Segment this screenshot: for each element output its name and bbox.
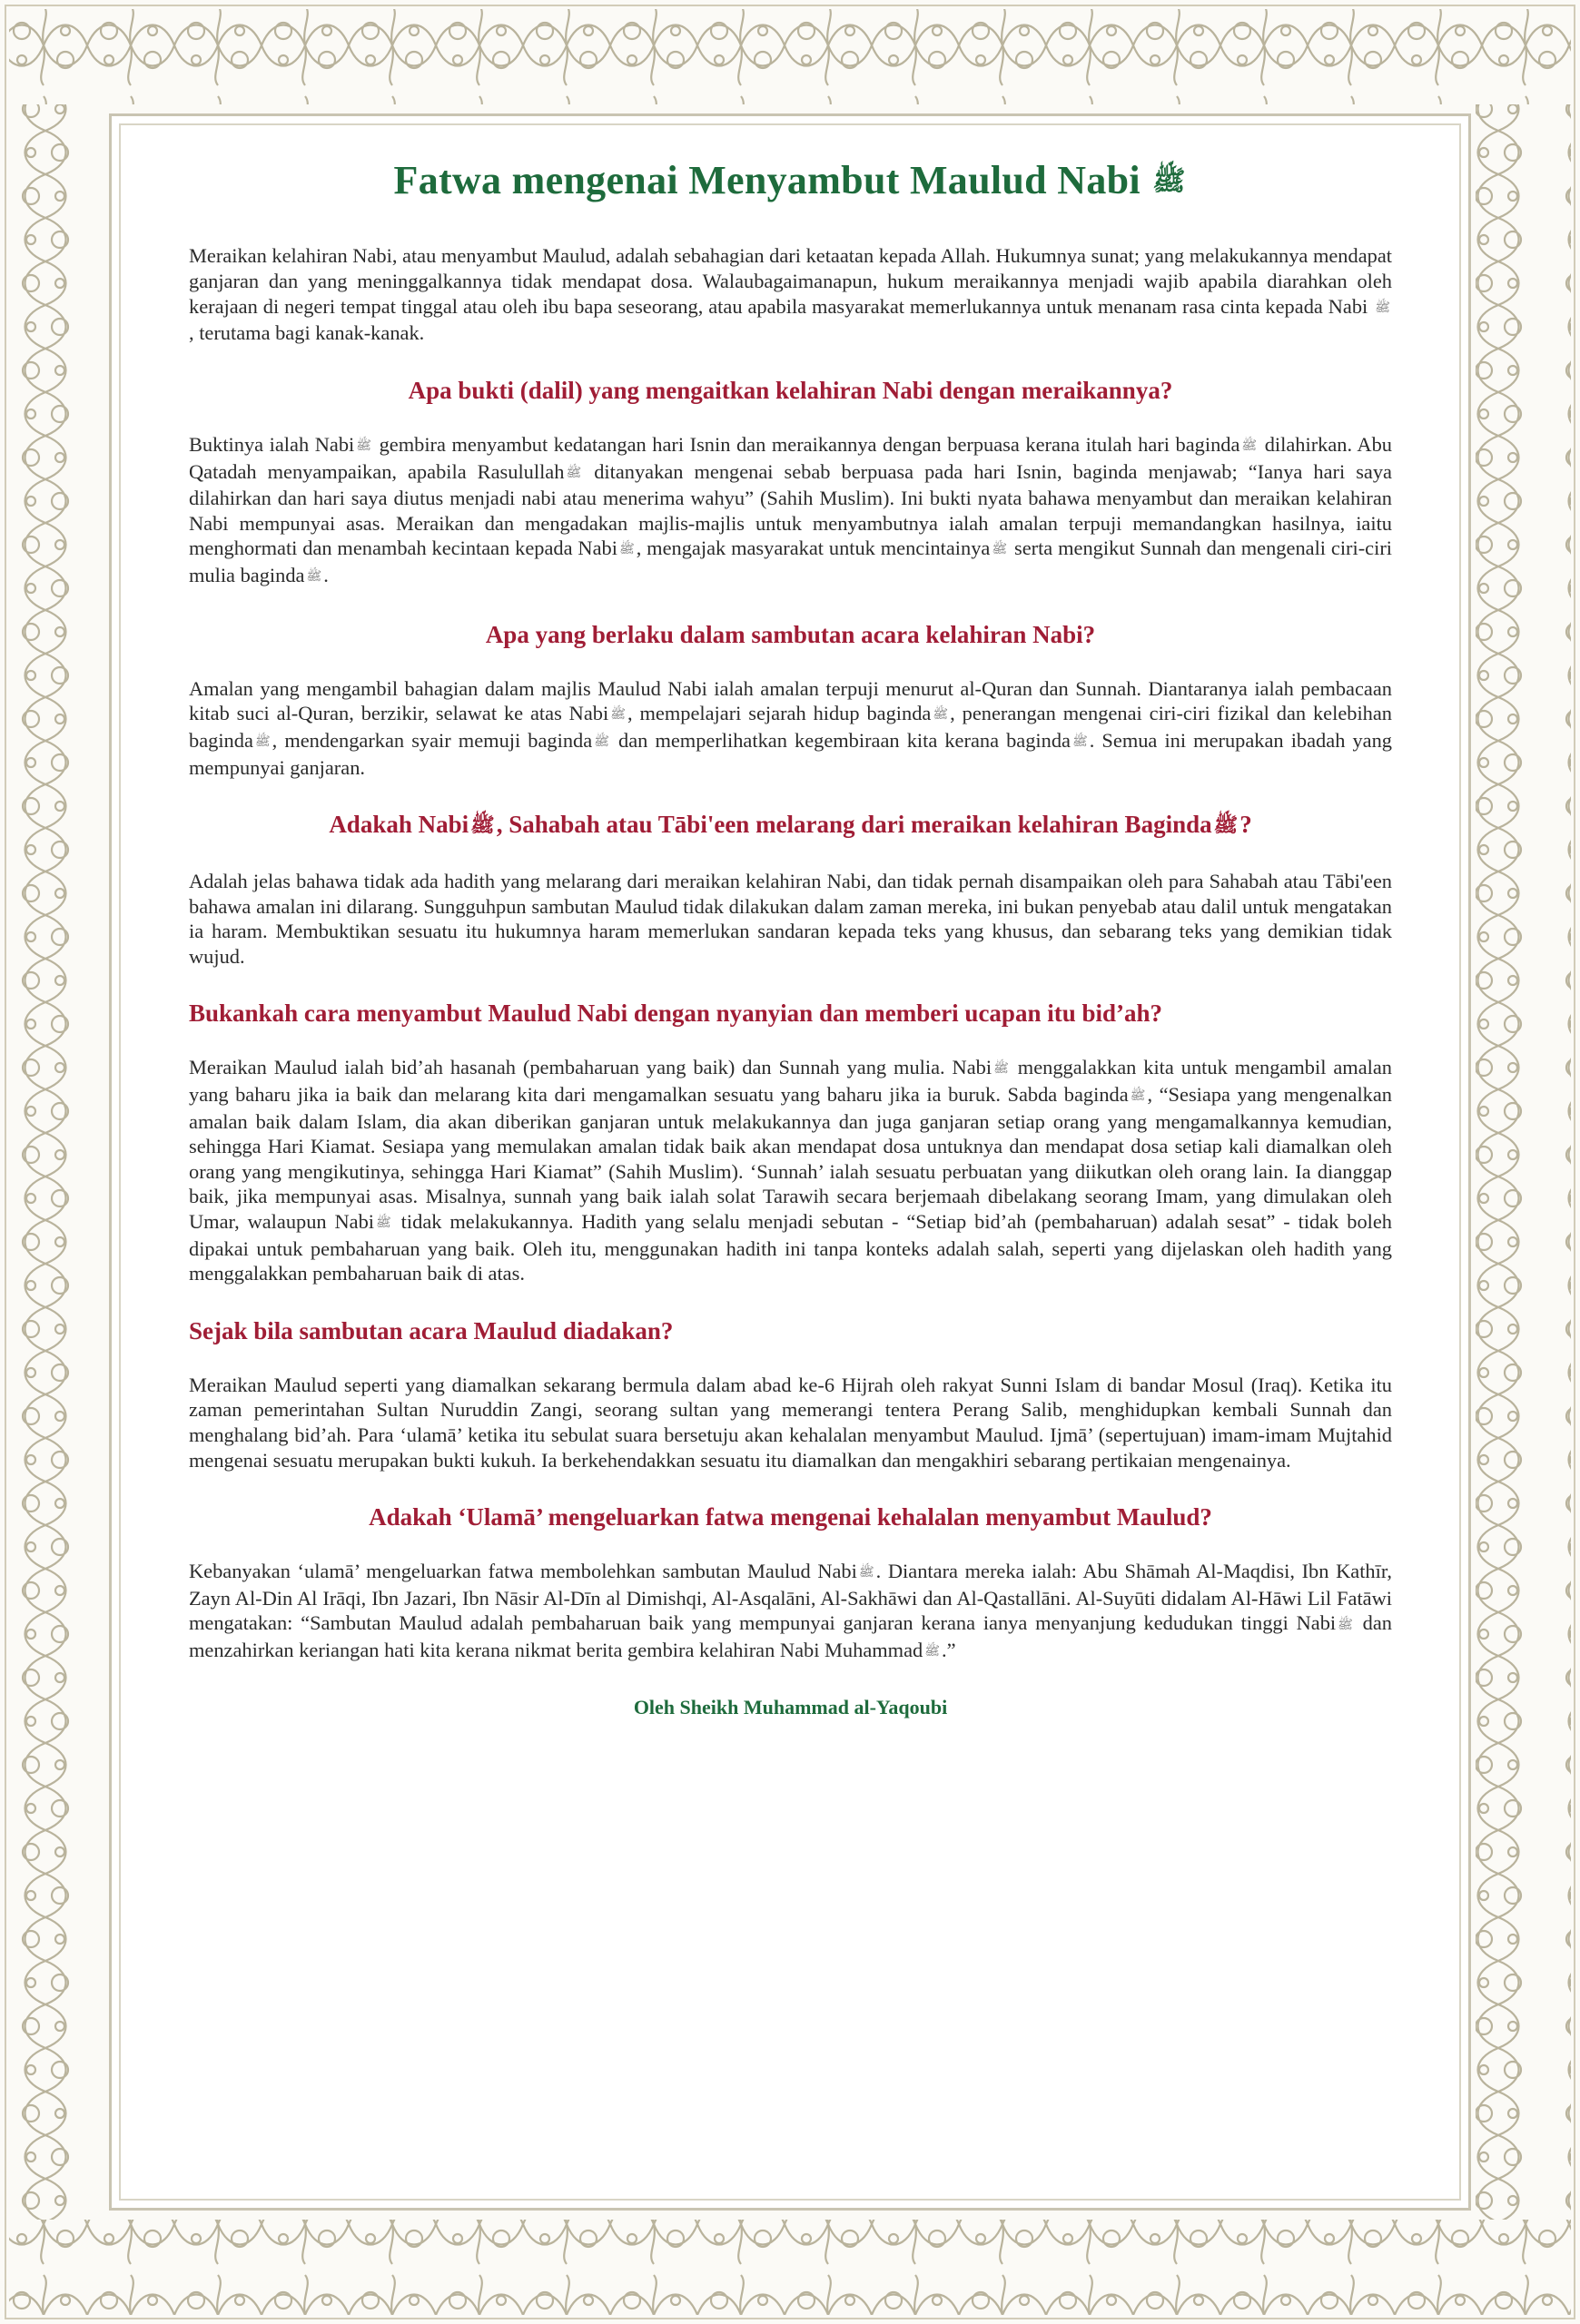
paragraph-text: dan memperlihatkan kegembiraan kita kerana baginda (610, 728, 1071, 752)
paragraph-text: , “Sesiapa yang mengenalkan amalan baik dalam Islam, dia akan diberikan ganjaran untuk melakukannya dan juga ganjaran setiap orang yang mengamalkannya kemudian, sehingga Hari Kiamat. Sesiapa yang memulakan amalan tidak baik akan mendapat dosa untuknya dan mendapat dosa setiap kali diamalkan oleh orang yang mengikutinya, sehingga Hari Kiamat” (Sahih Muslim). ‘Sunnah’ ialah sesuatu perbuatan yang diikutkan oleh orang lain. Ia dianggap baik, jika mempunyai asas. Misalnya, sunnah yang baik ialah solat Tarawih secara berjemaah dibelakang seorang Imam, yang dimulakan oleh Umar, walaupun Nabi (189, 1082, 1392, 1234)
content-panel (109, 113, 1471, 2211)
saw-calligraphy-icon: ﷺ (1213, 812, 1239, 836)
saw-calligraphy-icon: ﷺ (610, 708, 626, 723)
paragraph-text: Adalah jelas bahawa tidak ada hadith yang melarang dari meraikan kelahiran Nabi, dan tidak pernah disampaikan oleh para Sahabah atau Tābi'een bahawa amalan ini dilarang. Sungguhpun sambutan Maulud tidak dilakukan dalam zaman mereka, ini bukan penyebab atau dalil untuk mengatakan ia haram. Membuktikan sesuatu itu hukumnya haram memerlukan sandaran kepada teks yang khusus, dan sebarang teks yang demikian tidak wujud. (189, 869, 1392, 968)
saw-calligraphy-icon: ﷺ (1071, 734, 1088, 749)
section-heading (189, 1317, 1392, 1345)
paragraph-text: , mendengarkan syair memuji baginda (272, 728, 593, 752)
paragraph-text: , penerangan mengenai ciri-ciri fizikal dan kelebihan baginda (189, 702, 1393, 752)
paragraph-text: Meraikan Maulud ialah bid’ah hasanah (pembaharuan yang baik) dan Sunnah yang mulia. Nabi (189, 1056, 992, 1079)
saw-calligraphy-icon: ﷺ (618, 543, 635, 557)
paragraph-text: ditanyakan mengenai sebab berpuasa pada hari Isnin, baginda menjawab; “Ianya hari saya dilahirkan dan hari saya diutus menjadi nabi atau menerima wahyu” (Sahih Muslim). Ini bukti nyata bahawa menyambut dan meraikan kelahiran Nabi mempunyai asas. Meraikan dan mengadakan majlis-majlis untuk menyambutnya ialah amalan terpuji memandangkan hasilnya, iaitu menghormati dan menambah kecintaan kepada Nabi (189, 459, 1392, 560)
paragraph-text: Meraikan Maulud seperti yang diamalkan sekarang bermula dalam abad ke-6 Hijrah oleh rakyat Sunni Islam di bandar Mosul (Iraq). Ketika itu zaman pemerintahan Sultan Nuruddin Zangi, seorang sultan yang memerangi tentera Perang Salib, menghidupkan kembali Sunnah dan menghalang bid’ah. Para ‘ulamā’ ketika itu sebulat suara bersetuju akan kehalalan menyambut Maulud. Ijmā’ (sepertujuan) imam-imam Mujtahid mengenai sesuatu merupakan bukti kukuh. Ia berkehendakkan sesuatu itu diamalkan dan mengakhiri sebarang pertikaian mengenainya. (189, 1373, 1392, 1472)
paragraph-text: serta mengikut Sunnah dan mengenali ciri-ciri mulia baginda (189, 537, 1393, 586)
section-paragraph (189, 1055, 1392, 1286)
paragraph-text: , mempelajari sejarah hidup baginda (627, 702, 932, 725)
saw-calligraphy-icon: ﷺ (376, 1216, 391, 1231)
paragraph-text: .” (942, 1639, 956, 1662)
heading-text: Apa bukti (dalil) yang mengaitkan kelahiran Nabi dengan meraikannya? (408, 376, 1173, 404)
heading-text: Sejak bila sambutan acara Maulud diadakan? (189, 1316, 674, 1344)
section-paragraph (189, 432, 1392, 590)
heading-text: Apa yang berlaku dalam sambutan acara kelahiran Nabi? (485, 620, 1096, 648)
intro-text: , terutama bagi kanak-kanak. (189, 321, 425, 345)
heading-text: Adakah Nabi (329, 811, 469, 839)
intro-paragraph (189, 243, 1392, 345)
paragraph-text: . (323, 564, 329, 586)
paragraph-text: Buktinya ialah Nabi (189, 432, 355, 456)
saw-calligraphy-icon: ﷺ (594, 734, 609, 749)
heading-text: Adakah ‘Ulamā’ mengeluarkan fatwa mengenai kehalalan menyambut Maulud? (369, 1503, 1212, 1531)
saw-calligraphy-icon: ﷺ (1130, 1089, 1146, 1104)
saw-calligraphy-icon: ﷺ (933, 708, 949, 723)
paragraph-text: tidak melakukannya. Hadith yang selalu menjadi sebutan - “Setiap bid’ah (pembaharuan) adalah sesat” - tidak boleh dipakai untuk pembaharuan yang baik. Oleh itu, menggunakan hadith ini tanpa konteks adalah salah, seperti yang dijelaskan oleh hadith yang menggalakkan pembaharuan baik di atas. (189, 1210, 1393, 1285)
heading-text: ? (1239, 811, 1252, 839)
saw-calligraphy-icon: ﷺ (924, 1645, 940, 1659)
saw-calligraphy-icon: ﷺ (356, 438, 372, 453)
author-credit: Oleh Sheikh Muhammad al-Yaqoubi (633, 1695, 948, 1718)
intro-text: Meraikan kelahiran Nabi, atau menyambut Maulud, adalah sebahagian dari ketaatan kepada Allah. Hukumnya sunat; yang melakukannya mendapat ganjaran dan yang meninggalkannya tidak mendapat dosa. Walaubagaimanapun, hukum meraikannya menjadi wajib apabila diarahkan oleh kerajaan di negeri tempat tinggal atau oleh ibu bapa seseorang, atau apabila masyarakat memerlukannya untuk menanam rasa cinta kepada Nabi (189, 244, 1392, 318)
saw-calligraphy-icon: ﷺ (470, 812, 495, 836)
article (189, 157, 1392, 1719)
section-heading (189, 377, 1392, 405)
sections (189, 377, 1392, 1665)
paragraph-text: dilahirkan. Abu Qatadah menyampaikan, apabila Rasulullah (189, 432, 1392, 483)
paragraph-text: gembira menyambut kedatangan hari Isnin dan meraikannya dengan berpuasa kerana itulah hari baginda (373, 432, 1240, 456)
saw-calligraphy-icon: ﷺ (1375, 300, 1390, 315)
section-heading (189, 1000, 1392, 1028)
paragraph-text: , mengajak masyarakat untuk mencintainya (636, 537, 991, 560)
saw-calligraphy-icon: ﷺ (254, 734, 271, 749)
saw-calligraphy-icon: ﷺ (566, 466, 582, 480)
paragraph-text: Amalan yang mengambil bahagian dalam majlis Maulud Nabi ialah amalan terpuji menurut al-Quran dan Sunnah. Diantaranya ialah pembacaan kitab suci al-Quran, berzikir, selawat ke atas Nabi (189, 676, 1392, 725)
section-paragraph (189, 869, 1392, 969)
saw-calligraphy-icon: ﷺ (858, 1566, 874, 1581)
section-heading (189, 811, 1392, 842)
section-heading (189, 621, 1392, 649)
paragraph-text: . Semua ini merupakan ibadah yang mempunyai ganjaran. (189, 728, 1392, 779)
saw-calligraphy-icon: ﷺ (993, 1062, 1009, 1077)
section-paragraph (189, 1559, 1392, 1665)
saw-calligraphy-icon: ﷺ (992, 543, 1008, 557)
paragraph-text: . Diantara mereka ialah: Abu Shāmah Al-Maqdisi, Ibn Kathīr, Zayn Al-Din Al Irāqi, Ibn Jazari, Ibn Nāsir Al-Dīn al Dimishqi, Al-Asqalāni, Al-Sakhāwi dan Al-Qastallāni. Al-Suyūti didalam Al-Hāwi Lil Fatāwi mengatakan: “Sambutan Maulud adalah pembaharuan baik yang mempunyai ganjaran kerana ianya menyanjung kedudukan tinggi Nabi (189, 1560, 1392, 1635)
section-paragraph (189, 676, 1392, 781)
section-paragraph (189, 1373, 1392, 1472)
saw-calligraphy-icon: ﷺ (1152, 166, 1186, 197)
heading-text: Bukankah cara menyambut Maulud Nabi dengan nyanyian dan memberi ucapan itu bid’ah? (189, 1000, 1163, 1028)
heading-text: , Sahabah atau Tābi'een melarang dari meraikan kelahiran Baginda (496, 811, 1212, 839)
paragraph-text: dan menzahirkan keriangan hati kita kerana nikmat berita gembira kelahiran Nabi Muhammad (189, 1611, 1392, 1662)
page-title (189, 157, 1392, 203)
section-heading (189, 1503, 1392, 1531)
saw-calligraphy-icon: ﷺ (1241, 438, 1258, 453)
paragraph-text: Kebanyakan ‘ulamā’ mengeluarkan fatwa membolehkan sambutan Maulud Nabi (189, 1560, 857, 1583)
saw-calligraphy-icon: ﷺ (1338, 1618, 1353, 1632)
title-text: Fatwa mengenai Menyambut Maulud Nabi (393, 158, 1141, 202)
paragraph-text: menggalakkan kita untuk mengambil amalan yang baharu jika ia baik dan melarang kita dari mengamalkan sesuatu yang baharu jika ia buruk. Sabda baginda (189, 1056, 1392, 1106)
saw-calligraphy-icon: ﷺ (306, 570, 322, 585)
